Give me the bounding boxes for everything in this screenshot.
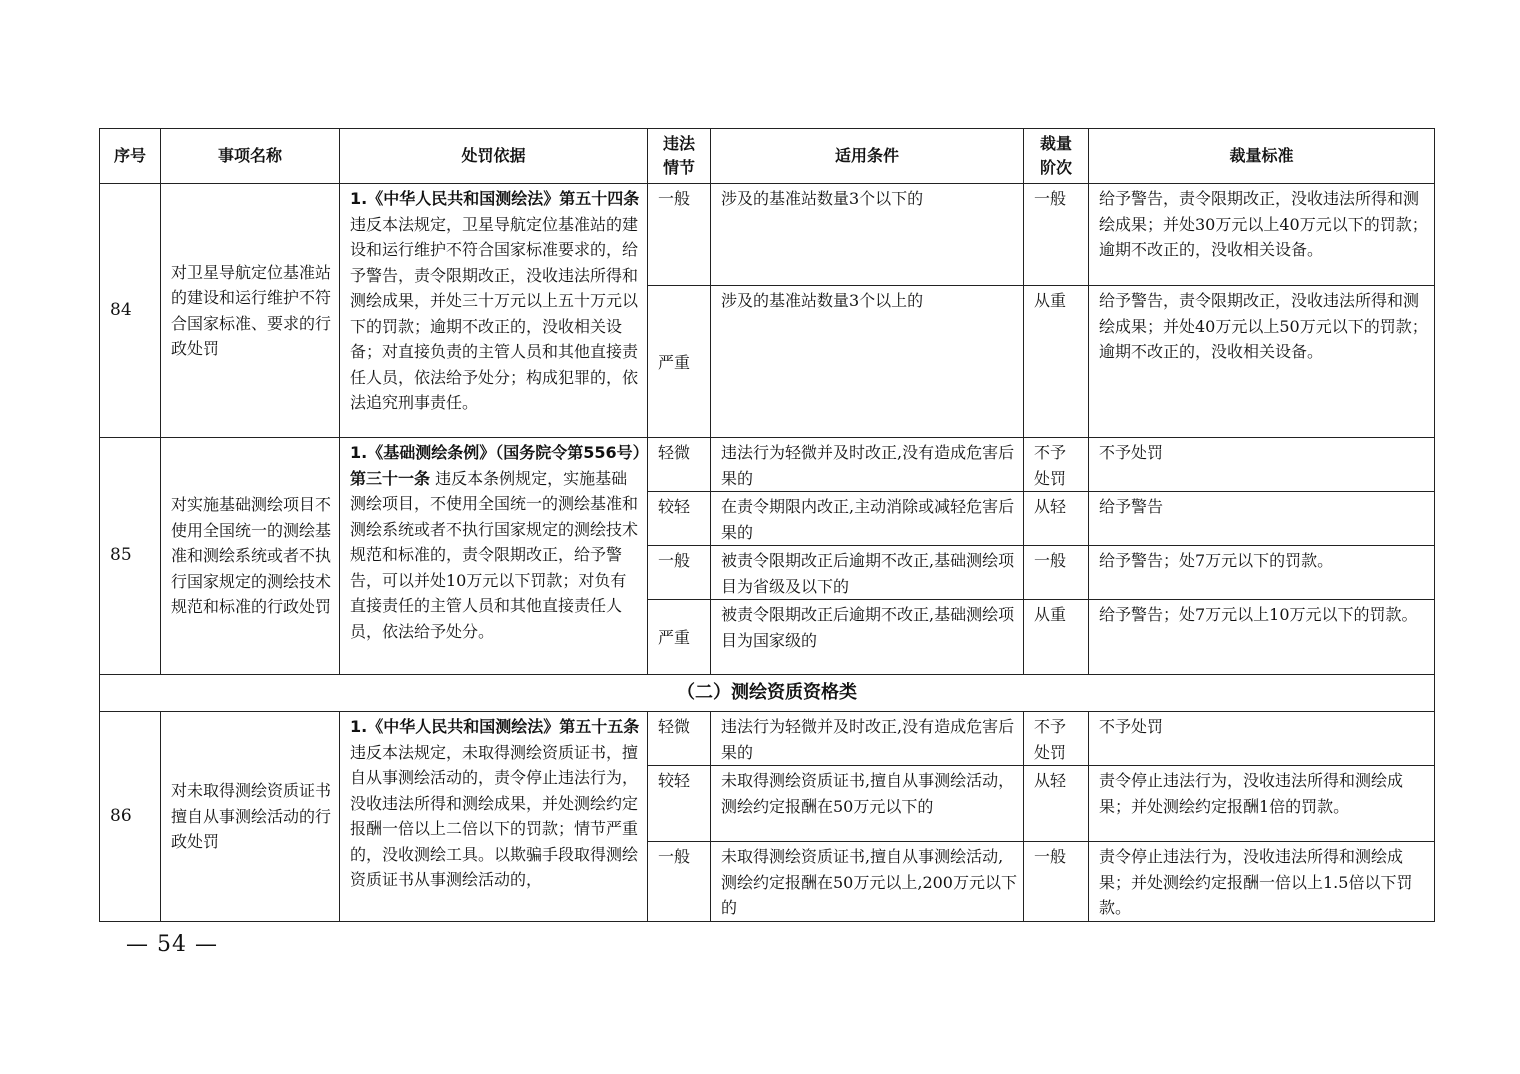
applicable-condition (711, 546, 1024, 600)
basis-text: 违反本法规定，卫星导航定位基准站的建设和运行维护不符合国家标准要求的，给予警告，责令限期改正，没收违法所得和测绘成果，并处三十万元以上五十万元以下的罚款；逾期不改正的，没收相关设备；对直接负责的主管人员和其他直接责任人员，依法给予处分；构成犯罪的，依法追究刑事责任。 (350, 214, 639, 412)
level-text: 一般 (1034, 551, 1067, 570)
basis-article: 1.《基础测绘条例》（国务院令第556号）第三十一条 (350, 443, 641, 488)
plot-text: 一般 (658, 551, 691, 570)
standard-text: 给予警告，责令限期改正，没收违法所得和测绘成果；并处30万元以上40万元以下的罚款；逾期不改正的，没收相关设备。 (1099, 189, 1428, 259)
applicable-condition (711, 438, 1024, 492)
standard-text: 给予警告，责令限期改正，没收违法所得和测绘成果；并处40万元以上50万元以下的罚款；逾期不改正的，没收相关设备。 (1099, 291, 1428, 361)
applicable-condition (711, 184, 1024, 286)
violation-plot (648, 842, 711, 922)
level-text: 从重 (1034, 605, 1067, 624)
item-number: 86 (100, 712, 161, 922)
condition-text: 在责令期限内改正,主动消除或减轻危害后果的 (721, 497, 1015, 542)
basis-text: 违反本法规定，未取得测绘资质证书，擅自从事测绘活动的，责令停止违法行为，没收违法所得和测绘成果，并处测绘约定报酬一倍以上二倍以下的罚款；情节严重的，没收测绘工具。以欺骗手段取得测绘资质证书从事测绘活动的， (350, 742, 639, 889)
condition-text: 违法行为轻微并及时改正,没有造成危害后果的 (721, 717, 1015, 762)
discretion-standard (1089, 842, 1435, 922)
level-text: 从重 (1034, 291, 1067, 310)
penalty-basis (340, 438, 648, 675)
standard-text: 不予处罚 (1099, 443, 1164, 462)
basis-text: 违反本条例规定，实施基础测绘项目，不使用全国统一的测绘基准和测绘系统或者不执行国家规定的测绘技术规范和标准的，责令限期改正，给予警告，可以并处10万元以下罚款；对负有直接责任的主管人员和其他直接责任人员，依法给予处分。 (350, 468, 639, 641)
section-heading: （二）测绘资质资格类 (100, 675, 1435, 712)
violation-plot (648, 766, 711, 842)
violation-plot (648, 286, 711, 438)
plot-text: 较轻 (658, 497, 691, 516)
discretion-level (1024, 766, 1089, 842)
condition-text: 未取得测绘资质证书,擅自从事测绘活动,测绘约定报酬在50万元以上,200万元以下的 (721, 847, 1017, 917)
page-number: — 54 — (126, 932, 218, 957)
header-name: 事项名称 (161, 129, 340, 184)
applicable-condition (711, 842, 1024, 922)
violation-plot (648, 438, 711, 492)
discretion-standard (1089, 712, 1435, 766)
condition-text: 被责令限期改正后逾期不改正,基础测绘项目为省级及以下的 (721, 551, 1015, 596)
discretion-level (1024, 438, 1089, 492)
penalty-discretion-table (99, 128, 1435, 922)
level-text: 不予 处罚 (1034, 443, 1067, 488)
header-basis: 处罚依据 (340, 129, 648, 184)
plot-text: 较轻 (658, 771, 691, 790)
header-no: 序号 (100, 129, 161, 184)
item-number: 84 (100, 184, 161, 438)
level-text: 不予 处罚 (1034, 717, 1067, 762)
penalty-basis (340, 184, 648, 438)
discretion-level (1024, 842, 1089, 922)
discretion-level (1024, 184, 1089, 286)
condition-text: 被责令限期改正后逾期不改正,基础测绘项目为国家级的 (721, 605, 1015, 650)
basis-article: 1.《中华人民共和国测绘法》第五十四条 (350, 189, 640, 208)
condition-text: 涉及的基准站数量3个以下的 (721, 189, 924, 208)
header-plot: 违法 情节 (648, 129, 711, 184)
plot-text: 严重 (658, 628, 691, 648)
plot-text: 轻微 (658, 443, 691, 462)
discretion-standard (1089, 600, 1435, 675)
discretion-standard (1089, 438, 1435, 492)
discretion-standard (1089, 766, 1435, 842)
violation-plot (648, 712, 711, 766)
standard-text: 责令停止违法行为，没收违法所得和测绘成果；并处测绘约定报酬一倍以上1.5倍以下罚款。 (1099, 847, 1413, 917)
discretion-level (1024, 546, 1089, 600)
applicable-condition (711, 492, 1024, 546)
standard-text: 不予处罚 (1099, 717, 1164, 736)
item-number: 85 (100, 438, 161, 675)
discretion-level (1024, 286, 1089, 438)
discretion-level (1024, 712, 1089, 766)
table-row (100, 184, 1435, 286)
standard-text: 给予警告；处7万元以下的罚款。 (1099, 551, 1334, 570)
penalty-basis (340, 712, 648, 922)
header-condition: 适用条件 (711, 129, 1024, 184)
table-row (100, 438, 1435, 492)
condition-text: 违法行为轻微并及时改正,没有造成危害后果的 (721, 443, 1015, 488)
standard-text: 给予警告；处7万元以上10万元以下的罚款。 (1099, 605, 1418, 624)
violation-plot (648, 492, 711, 546)
plot-text: 严重 (658, 352, 691, 372)
discretion-standard (1089, 184, 1435, 286)
item-name (161, 184, 340, 438)
applicable-condition (711, 286, 1024, 438)
violation-plot (648, 546, 711, 600)
level-text: 从轻 (1034, 497, 1067, 516)
plot-text: 一般 (658, 847, 691, 866)
discretion-level (1024, 600, 1089, 675)
table-row (100, 712, 1435, 766)
applicable-condition (711, 766, 1024, 842)
plot-text: 一般 (658, 189, 691, 208)
violation-plot (648, 184, 711, 286)
condition-text: 未取得测绘资质证书,擅自从事测绘活动，测绘约定报酬在50万元以下的 (721, 771, 1015, 816)
condition-text: 涉及的基准站数量3个以上的 (721, 291, 924, 310)
discretion-standard (1089, 546, 1435, 600)
level-text: 一般 (1034, 189, 1067, 208)
violation-plot (648, 600, 711, 675)
header-level: 裁量 阶次 (1024, 129, 1089, 184)
item-name-text: 对实施基础测绘项目不使用全国统一的测绘基准和测绘系统或者不执行国家规定的测绘技术规范和标准的行政处罚 (171, 495, 332, 617)
level-text: 一般 (1034, 847, 1067, 866)
header-standard: 裁量标准 (1089, 129, 1435, 184)
item-name (161, 712, 340, 922)
item-name-text: 对未取得测绘资质证书擅自从事测绘活动的行政处罚 (171, 781, 332, 851)
item-name-text: 对卫星导航定位基准站的建设和运行维护不符合国家标准、要求的行政处罚 (171, 262, 332, 358)
standard-text: 给予警告 (1099, 497, 1164, 516)
discretion-standard (1089, 492, 1435, 546)
item-name (161, 438, 340, 675)
level-text: 从轻 (1034, 771, 1067, 790)
section-row (100, 675, 1435, 712)
discretion-level (1024, 492, 1089, 546)
applicable-condition (711, 600, 1024, 675)
basis-article: 1.《中华人民共和国测绘法》第五十五条 (350, 717, 640, 736)
standard-text: 责令停止违法行为，没收违法所得和测绘成果；并处测绘约定报酬1倍的罚款。 (1099, 771, 1404, 816)
applicable-condition (711, 712, 1024, 766)
header-row (100, 129, 1435, 184)
plot-text: 轻微 (658, 717, 691, 736)
discretion-standard (1089, 286, 1435, 438)
